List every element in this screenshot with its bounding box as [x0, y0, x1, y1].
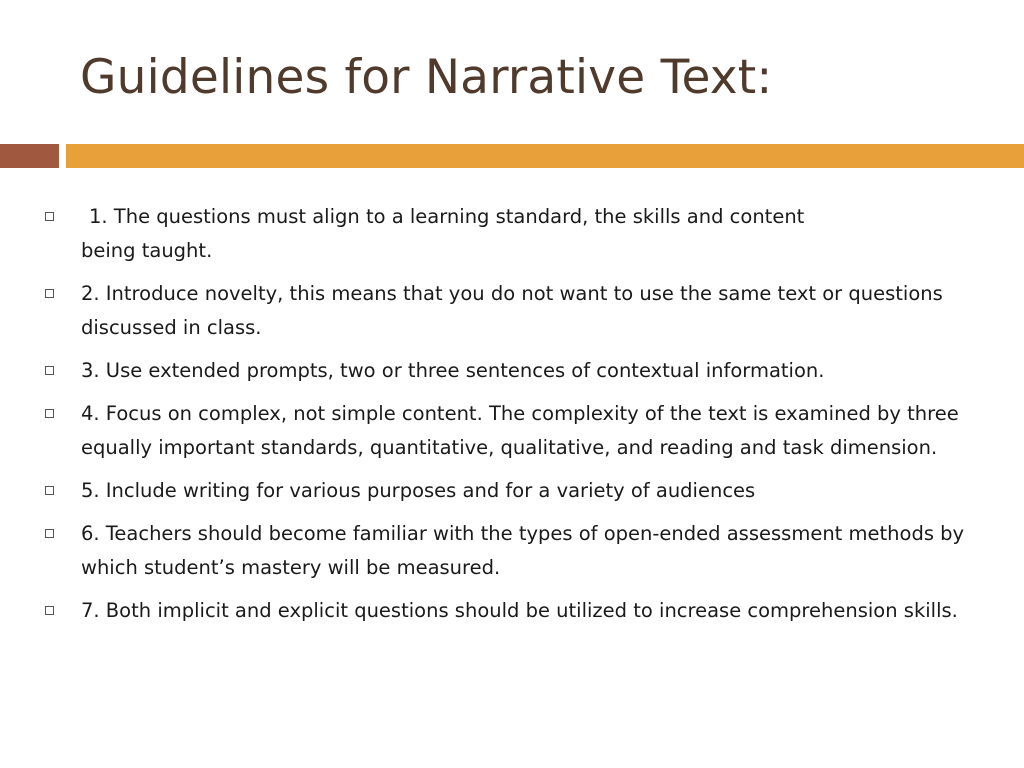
bullet-item-2 — [44, 277, 974, 345]
hollow-square-bullet-icon — [45, 289, 54, 298]
bullet-item-5 — [44, 474, 974, 508]
bullet-item-4 — [44, 397, 974, 465]
bullet-text-5: 5. Include writing for various purposes and for a variety of audiences — [81, 479, 756, 502]
bullet-item-3 — [44, 354, 974, 388]
bullet-item-1 — [44, 200, 974, 268]
hollow-square-bullet-icon — [45, 606, 54, 615]
hollow-square-bullet-icon — [45, 212, 54, 221]
bullet-text-4: 4. Focus on complex, not simple content. The complexity of the text is examined by three equally important standards, quantitative, qualitative, and reading and task dimension. — [81, 402, 959, 459]
title-accent-bar-left — [0, 144, 59, 168]
bullet-text-2: 2. Introduce novelty, this means that you do not want to use the same text or questions discussed in class. — [81, 282, 943, 339]
hollow-square-bullet-icon — [45, 529, 54, 538]
bullet-item-7 — [44, 594, 974, 628]
bullet-list — [44, 200, 974, 637]
bullet-item-6 — [44, 517, 974, 585]
bullet-text-1-line-2: being taught. — [81, 239, 213, 262]
bullet-text-3: 3. Use extended prompts, two or three sentences of contextual information. — [81, 359, 825, 382]
bullet-text-7: 7. Both implicit and explicit questions should be utilized to increase comprehension skills. — [81, 599, 958, 622]
title-accent-bar-right — [66, 144, 1024, 168]
slide-title: Guidelines for Narrative Text: — [80, 50, 773, 105]
hollow-square-bullet-icon — [45, 409, 54, 418]
bullet-text-1-line-1: 1. The questions must align to a learning standard, the skills and content — [89, 205, 805, 228]
hollow-square-bullet-icon — [45, 366, 54, 375]
hollow-square-bullet-icon — [45, 486, 54, 495]
bullet-text-6: 6. Teachers should become familiar with the types of open-ended assessment methods by which student’s mastery will be measured. — [81, 522, 965, 579]
